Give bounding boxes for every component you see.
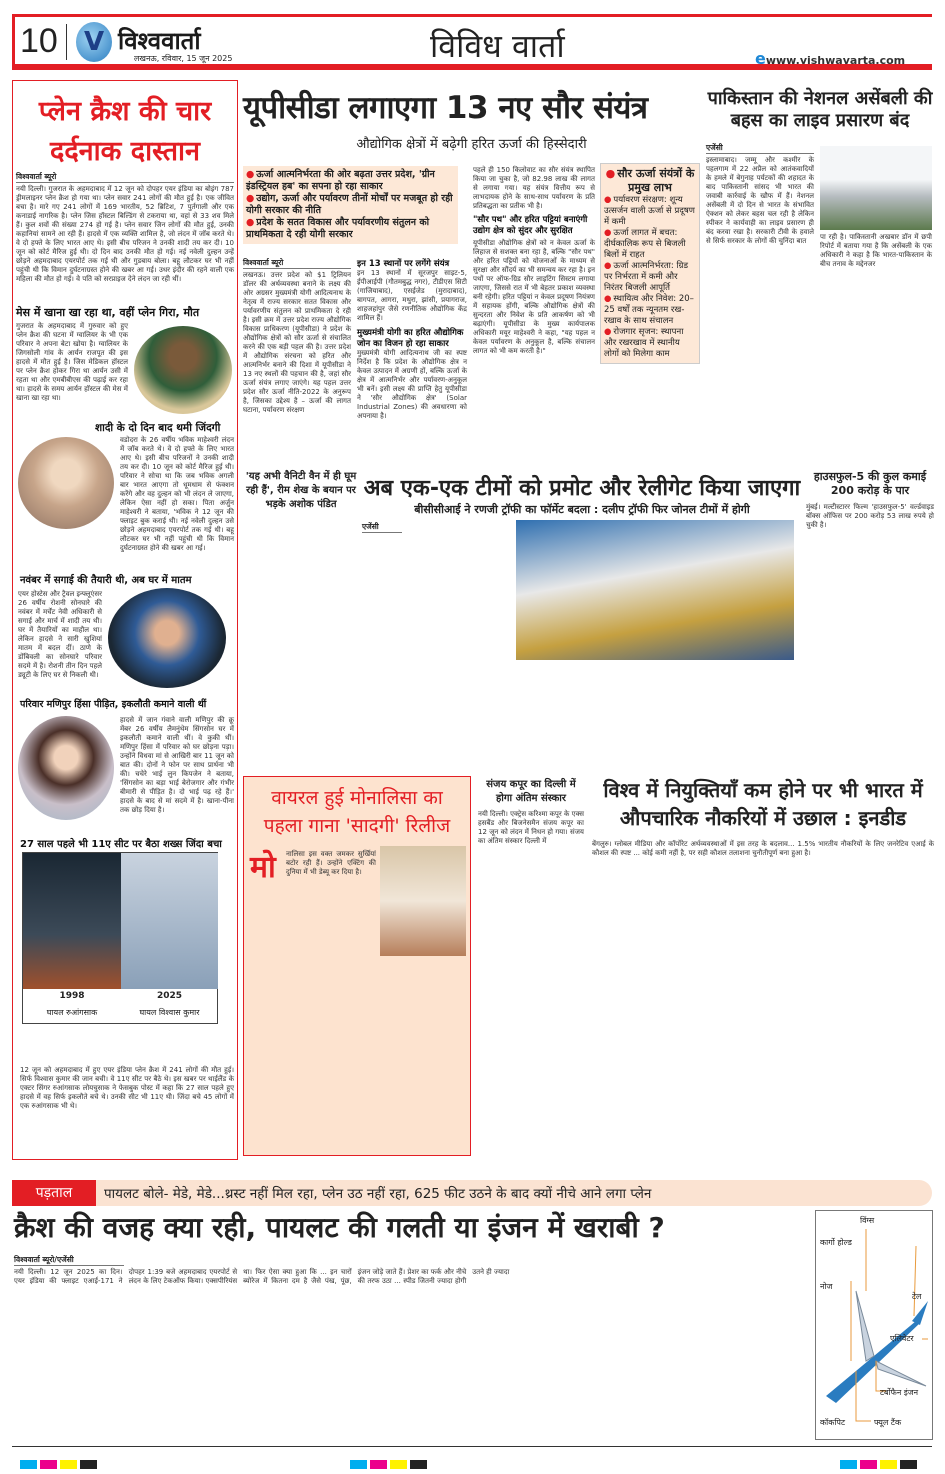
article-text: नयी दिल्ली। 12 जून 2025 का दिन। एयर इंडिया की फ्लाइट एआई-171 ने दोपहर 1:39 बजे अहमदाबाद एयरपोर्ट से लंदन के लिए टेकऑफ किया। एक्सपीरियंस था। फिर ऐसा क्या हुआ कि ... इन चारों ब्योरेज में कितना दम है जैसे पंख, पूंछ, इंजन जोड़े जाते हैं। प्रेशर का फर्क और नीचे की तरफ उठा ... स्पीड जितनी ज्यादा होगी उतने ही ज्यादा xyxy=(14,1268,510,1285)
assembly-photo xyxy=(820,146,932,230)
brand-name: विश्ववार्ता xyxy=(118,27,201,55)
subhead: मुख्यमंत्री योगी का हरित औद्योगिक जोन का विजन हो रहा साकार xyxy=(357,328,464,349)
color-registration-bar xyxy=(840,1454,920,1473)
solar-headline: यूपीसीडा लगाएगा 13 नए सौर संयंत्र xyxy=(243,90,648,126)
cricket-team-photo xyxy=(516,520,794,660)
monalisa-headline: वायरल हुई मोनालिसा का पहला गाना 'सादगी' रिलीज xyxy=(263,787,451,837)
label-cargo: कार्गो होल्ड xyxy=(820,1238,852,1247)
victim-photo xyxy=(134,326,232,414)
label-engine: टर्बोफैन इंजन xyxy=(880,1388,919,1397)
page-number: 10 xyxy=(20,22,58,60)
website-link[interactable] xyxy=(755,49,905,68)
benefit-item: ● पर्यावरण संरक्षण: शून्य उत्सर्जन वाली ऊर्जा से प्रदूषण में कमी xyxy=(604,195,696,228)
article-text: पा रही है। पाकिस्तानी अखबार डॉन में छपी रिपोर्ट में बताया गया है कि असेंबली के एक अधिकारी ने कहा है कि भारत-पाकिस्तान के बीच तनाव के मद्देनजर xyxy=(820,233,932,268)
article-text: लखनऊ। उत्तर प्रदेश को $1 ट्रिलियन डॉलर की अर्थव्यवस्था बनाने के लक्ष्य की ओर अग्रसर मुख्यमंत्री योगी आदित्यनाथ के नेतृत्व में राज्य सरकार सतत विकास और पर्यावरणीय संतुलन को प्राथमिकता दे रही है। इसी क्रम में उत्तर प्रदेश राज्य औद्योगिक विकास प्राधिकरण (यूपीसीडा) ने प्रदेश के औद्योगिक क्षेत्रों को सौर ऊर्जा से संचालित करने की एक बड़ी पहल की है। उत्तर प्रदेश में औद्योगिक संरचना को हरित और आत्मनिर्भर बनाने की दिशा में यूपीसीडा ने 13 नए स्थलों की पहचान की है, जहां सौर ऊर्जा संयंत्र लगाए जाएंगे। यह पहल उत्तर प्रदेश सौर ऊर्जा नीति-2022 के अनुरूप है, जिसका उद्देश्य है – ऊर्जा की लागत घटाना, पर्यावरण संरक्षण xyxy=(243,271,351,414)
label-nose: नोज xyxy=(820,1282,833,1291)
benefit-item: ● ऊर्जा लागत में बचत: दीर्घकालिक रूप से बिजली बिलों में राहत xyxy=(604,228,696,261)
photo-year: 1998 xyxy=(59,991,85,1001)
pakistan-col-1 xyxy=(706,143,814,461)
crash-stories-headline: प्लेन क्रैश की चार दर्दनाक दास्तान xyxy=(38,96,212,167)
label-elevator: एलिवेटर xyxy=(890,1334,914,1343)
benefit-item: ● स्थायित्व और निवेश: 20–25 वर्षों तक न्यूनतम रख-रखाव के साथ संचालन xyxy=(604,294,696,327)
divider xyxy=(66,24,67,60)
monalisa-photo xyxy=(380,846,466,956)
color-registration-bar xyxy=(350,1454,430,1473)
article-text: नयी दिल्ली। गुजरात के अहमदाबाद में 12 जून को दोपहर एयर इंडिया का बोइंग 787 ड्रीमलाइनर प्लेन क्रैश हो गया था। प्लेन सवार 241 लोगों की मौत हुई है। एक जीवित बचा है। मारे गए 241 लोगों में 169 भारतीय, 52 ब्रिटिश, 7 पुर्तगाली और एक कनाडाई नागरिक है। प्लेन जिस हॉस्टल बिल्डिंग से टकराया था, वहां से 33 शव मिले हैं। कुल शवों की संख्या 274 हो गई है। प्लेन सवार जिन लोगों की मौत हुई, उनकी कहानियां सामने आ रही हैं। हादसे में एक व्यक्ति शामिल है, जो लंदन में जॉब करते थे। वे दो हफ्ते के लिए भारत आए थे। इसी बीच परिजन ने उनकी शादी तय कर दी। 10 जून को कोर्ट मैरिज हुई थी। दो दिन बाद उनकी मौत हो गई। नई नवेली दुल्हन उन्हें छोड़ने अहमदाबाद एयरपोर्ट तक गई थी और गुडबाय बोला। बहू लौटकर घर भी नहीं पहुंची थी कि विमान दुर्घटनाग्रस्त होने की खबर आ गई। उधर इंदौर की रहने वाली एक महिला की मौत हो गई। वे पति को सरप्राइज देने लंदन जा रही थीं। xyxy=(16,185,234,283)
cricket-headline: अब एक-एक टीमों को प्रमोट और रेलीगेट किया जाएगा xyxy=(363,476,801,501)
highlight-item: ● ऊर्जा आत्मनिर्भरता की ओर बढ़ता उत्तर प्रदेश, 'ग्रीन इंडस्ट्रियल हब' का सपना हो रहा साकार xyxy=(246,169,455,193)
byline: एजेंसी xyxy=(362,522,402,533)
subhead: इन 13 स्थानों पर लगेंगे संयंत्र xyxy=(357,259,450,269)
story-title: 27 साल पहले भी 11ए सीट पर बैठा शख्स जिंदा बचा xyxy=(20,839,222,850)
story-text: एयर होस्टेस और ट्रैवल इन्फ्लूएंसर 26 वर्षीय रोशनी सोनघारे की नवंबर में मर्चेंट नेवी अधिकारी से सगाई और मार्च में शादी तय थी। घर में तैयारियों का माहौल था। लेकिन हादसे ने सारी खुशियां मातम में बदल दीं। ठाणे के डोंबिवली का सोनघारे परिवार सदमे में है। रोशनी तीन दिन पहले ड्यूटी के लिए घर से निकली थी। xyxy=(18,590,102,679)
crash-intro xyxy=(16,172,234,284)
article-text: इन 13 स्थानों में सूरजपुर साइट-5, ईपीआईपी (गौतमबुद्ध नगर), टीडीएस सिटी (गाजियाबाद), एसईजेड (मुरादाबाद), बागपत, आगरा, मथुरा, झांसी, प्रयागराज, शाहजहांपुर जैसे रणनीतिक औद्योगिक केंद्र शामिल हैं। xyxy=(357,269,467,322)
benefit-item: ● रोजगार सृजन: स्थापना और रखरखाव में स्थानीय लोगों को मिलेगा काम xyxy=(604,327,696,360)
drop-cap: मो xyxy=(250,850,276,885)
photo-1998 xyxy=(23,853,121,989)
investigation-body xyxy=(14,1255,810,1448)
pakistan-headline: पाकिस्तान की नेशनल असेंबली की बहस का लाइव प्रसारण बंद xyxy=(707,88,933,131)
photo-caption: घायल रुआंगसाक xyxy=(46,1008,98,1017)
aircraft-diagram xyxy=(815,1210,933,1440)
story-title: शादी के दो दिन बाद थमी जिंदगी xyxy=(95,422,221,434)
story-title: परिवार मणिपुर हिंसा पीड़ित, इकलौती कमाने वाली थीं xyxy=(20,699,207,710)
footer-rule xyxy=(12,1446,932,1447)
kicker: पायलट बोले- मेडे, मेडे...थ्रस्ट नहीं मिल रहा, प्लेन उठ नहीं रहा, 625 फीट उठने के बाद क्यों नीचे आने लगा प्लेन xyxy=(104,1186,652,1202)
victim-photo xyxy=(18,716,114,820)
article-text: पहले ही 150 किलोवाट का सौर संयंत्र स्थापित किया जा चुका है, जो 82.98 लाख की लागत से लगाया गया। यह संयंत्र वित्तीय रूप से लाभदायक होने के साथ-साथ पर्यावरण के प्रति प्रतिबद्धता का प्रतीक भी है। xyxy=(473,166,595,210)
solar-deck: औद्योगिक क्षेत्रों में बढ़ेगी हरित ऊर्जा की हिस्सेदारी xyxy=(356,137,587,152)
investigation-banner xyxy=(12,1180,932,1206)
section-tag: पड़ताल xyxy=(12,1180,96,1206)
photo-2025 xyxy=(121,853,218,989)
story-text: हादसे में जान गंवाने वाली मणिपुर की क्रू मेंबर 26 वर्षीय लैमनुंथेम सिंगसोन घर में इकलौती कमाने वाली थीं। वे कुकी थीं। मणिपुर हिंसा में परिवार को घर छोड़ना पड़ा। उन्होंने विधवा मां से आखिरी बार 11 जून को बात की। दोनों ने फोन पर साथ प्रार्थना भी की। चचेरे भाई लुन किपजेन ने बताया, 'सिंगसोन का बड़ा भाई बेरोजगार और गंभीर बीमारी से पीड़ित है। दो भाई पढ़ रहे हैं।' हादसे के बाद से मां सदमे में है। खाना-पीना तक छोड़ दिया है। xyxy=(120,716,234,814)
benefits-box xyxy=(600,163,700,364)
article-text: इस्लामाबाद। जम्मू और कश्मीर के पहलगाम में 22 अप्रैल को आतंकवादियों के हमले में बेगुनाह पर्यटकों की शहादत के बाद पाकिस्तानी सांसद भी भारत की जवाबी कार्रवाई के खौफ में हैं। नेशनल असेंबली में दो दिन से भारत के संभावित ऐक्शन को लेकर बहस चल रही है लेकिन स्पीकर ने कार्यवाही का लाइव प्रसारण ही बंद करवा रखा है। सरकारी टीवी के हवाले से सिर्फ सरकार के लोगों की चुनिंदा बात xyxy=(706,156,814,245)
article-text: मुंबई। मल्टीस्टारर फिल्म 'हाउसफुल-5' वर्ल्डवाइड बॉक्स ऑफिस पर 200 करोड़ 53 लाख रुपये हो चुकी है। xyxy=(806,503,934,529)
story-text: गुजरात के अहमदाबाद में गुरुवार को हुए प्लेन क्रैश की घटना में ग्वालियर के भी एक परिवार ने अपना बेटा खोया है। ग्वालियर के जिगसोली गांव के आर्यन राजपूत की इस हादसे में मौत हुई है। जिस मेडिकल हॉस्टल पर प्लेन क्रैश होकर गिरा था आर्यन उसी में रहता था और एमबीबीएस की पढ़ाई कर रहा था। हादसे के समय आर्यन हॉस्टल की मेस में खाना खा रहा था। xyxy=(16,322,128,402)
investigation-headline: क्रैश की वजह क्या रही, पायलट की गलती या इंजन में खराबी ? xyxy=(14,1211,665,1244)
victim-photo xyxy=(108,588,226,688)
highlight-item: ● प्रदेश के सतत विकास और पर्यावरणीय संतुलन को प्राथमिकता दे रही योगी सरकार xyxy=(246,217,455,241)
comparison-photos xyxy=(22,852,218,1024)
story-text: वडोदरा के 26 वर्षीय भविक माहेश्वरी लंदन में जॉब करते थे। वे दो हफ्ते के लिए भारत आए थे। इसी बीच परिजनों ने उनकी शादी तय कर दी। 10 जून को कोर्ट मैरिज हुई थी। परिवार ने सोचा था कि जब भविक अगली बार भारत आएगा तो धूमधाम से फंक्शन करेंगे और वह दुल्हन को भी लंदन ले जाएगा, लेकिन ऐसा नहीं हो सका। पिता अर्जुन माहेश्वरी ने बताया, 'भविक ने 12 जून की फ्लाइट बुक कराई थी। नई नवेली दुल्हन उसे छोड़ने अहमदाबाद एयरपोर्ट तक गई थी। बहू लौटकर घर भी नहीं पहुंची थी कि विमान दुर्घटनाग्रस्त होने की खबर आ गई। xyxy=(120,436,234,552)
reem-headline: 'यह अभी वैनिटी वैन में ही घूम रही हैं', रीम शेख के बयान पर भड़के अशोक पंडित xyxy=(245,471,357,510)
byline: विश्ववार्ता ब्यूरो xyxy=(243,258,351,269)
cricket-deck: बीसीसीआई ने रणजी ट्रॉफी का फॉर्मेट बदला : दलीप ट्रॉफी फिर जोनल टीमों में होगी xyxy=(414,503,750,516)
label-fuel: फ्यूल टैंक xyxy=(874,1418,902,1427)
story-text: 12 जून को अहमदाबाद में हुए एयर इंडिया प्लेन क्रैश में 241 लोगों की मौत हुई। सिर्फ विश्वास कुमार की जान बची। वे 11ए सीट पर बैठे थे। इस खबर पर थाईलैंड के एक्टर सिंगर रुआंगसाक लोयचुसाक ने फेसबुक पोस्ट में कहा कि 27 साल पहले हुए हादसे में वह सिर्फ इकलौते बचे थे। उनकी सीट भी 11ए थी। जिंदा बचे 45 लोगों में एक रुआंगसाक भी थे। xyxy=(20,1066,234,1110)
housefull-headline: हाउसफुल-5 की कुल कमाई 200 करोड़ के पार xyxy=(813,470,927,497)
label-wings: विंग्स xyxy=(860,1216,875,1225)
label-tail: टेल xyxy=(912,1292,922,1301)
benefits-title: ● सौर ऊर्जा संयंत्रों के प्रमुख लाभ xyxy=(604,167,696,195)
solar-col-1 xyxy=(243,258,351,465)
benefit-item: ● ऊर्जा आत्मनिर्भरता: ग्रिड पर निर्भरता में कमी और निरंतर बिजली आपूर्ति xyxy=(604,261,696,294)
section-title: विविध वार्ता xyxy=(430,27,565,65)
solar-highlights xyxy=(243,166,458,244)
website-url: www.vishwavarta.com xyxy=(765,54,906,67)
solar-col-2 xyxy=(357,258,467,459)
subhead: "सौर पथ" और हरित पट्टियां बनाएंगी उद्योग क्षेत्र को सुंदर और सुरक्षित xyxy=(473,215,588,236)
byline: एजेंसी xyxy=(706,143,814,154)
byline: विश्ववार्ता ब्यूरो/एजेंसी xyxy=(14,1255,124,1266)
article-text: यूपीसीडा औद्योगिक क्षेत्रों को न केवल ऊर्जा के लिहाज से सशक्त बना रहा है, बल्कि "सौर पथ" और हरित पट्टियों को योजनाओं के माध्यम से सुरक्षा और सौंदर्य का भी समन्वय कर रहा है। इन पथों पर ऑफ-ग्रिड सौर लाइटिंग सिस्टम लगाया जाएगा, जिससे रात में भी बेहतर प्रकाश व्यवस्था बनी रहेगी। हरित पट्टियां न केवल प्रदूषण नियंत्रण में सहायक होंगी, बल्कि औद्योगिक क्षेत्रों की सुन्दरता और निवेश के प्रति आकर्षण को भी बढ़ाएंगी। यूपीसीडा के मुख्य कार्यपालक अधिकारी मयूर माहेश्वरी ने कहा, "यह पहल न केवल पर्यावरण के अनुकूल है, बल्कि संचालन लागत को भी कम करती है।" xyxy=(473,239,596,355)
byline: विश्ववार्ता ब्यूरो xyxy=(16,172,234,183)
photo-year: 2025 xyxy=(156,991,183,1001)
article-text: नालिसा इस वक्त जमकर सुर्खियां बटोर रही हैं। उन्होंने एक्टिंग की दुनिया में भी डेब्यू कर दिया है। xyxy=(286,850,376,876)
label-cockpit: कॉकपिट xyxy=(820,1418,846,1427)
couple-photo xyxy=(18,437,114,529)
article-text: नयी दिल्ली। एक्ट्रेस करिश्मा कपूर के एक्स हसबैंड और बिजनेसमैन संजय कपूर का 12 जून को लंदन में निधन हो गया। संजय का अंतिम संस्कार दिल्ली में xyxy=(478,810,584,845)
jobs-headline: विश्व में नियुक्तियाँ कम होने पर भी भारत में औपचारिक नौकरियों में उछाल : इनडीड xyxy=(603,778,923,830)
solar-col-3 xyxy=(473,166,595,429)
dateline: लखनऊ, रविवार, 15 जून 2025 xyxy=(134,54,233,63)
photo-caption: घायल विश्वास कुमार xyxy=(139,1008,200,1017)
article-text: मुख्यमंत्री योगी आदित्यनाथ जी का स्पष्ट निर्देश है कि प्रदेश के औद्योगिक क्षेत्र न केवल उत्पादन में अग्रणी हों, बल्कि ऊर्जा के क्षेत्र में आत्मनिर्भर और पर्यावरण-अनुकूल भी बनें। इसी लक्ष्य की प्राप्ति हेतु यूपीसीडा ने 'सौर औद्योगिक क्षेत्र' (Solar Industrial Zones) की अवधारणा को अपनाया है। xyxy=(357,349,467,420)
article-text: बेंगलुरु। ग्लोबल मीडिया और कॉर्पोरेट अर्थव्यवस्थाओं में इस तरह के बदलाव... 1.5% भारतीय नौकरियों के लिए जनरेटिव एआई के कौशल की स्पष्ट ... कोई कमी नहीं है, पर सही कौशल तलाशना चुनौतीपूर्ण बना हुआ है। xyxy=(592,840,934,857)
color-registration-bar xyxy=(20,1454,100,1473)
brand-logo-icon: V xyxy=(76,22,112,62)
browser-icon: e xyxy=(755,49,766,68)
highlight-item: ● उद्योग, ऊर्जा और पर्यावरण तीनों मोर्चों पर मजबूत हो रही योगी सरकार की नीति xyxy=(246,193,455,217)
sanjay-headline: संजय कपूर का दिल्ली में होगा अंतिम संस्कार xyxy=(486,779,576,804)
story-title: नवंबर में सगाई की तैयारी थी, अब घर में मातम xyxy=(20,575,192,586)
story-title: मेस में खाना खा रहा था, वहीं प्लेन गिरा, मौत xyxy=(16,306,200,319)
